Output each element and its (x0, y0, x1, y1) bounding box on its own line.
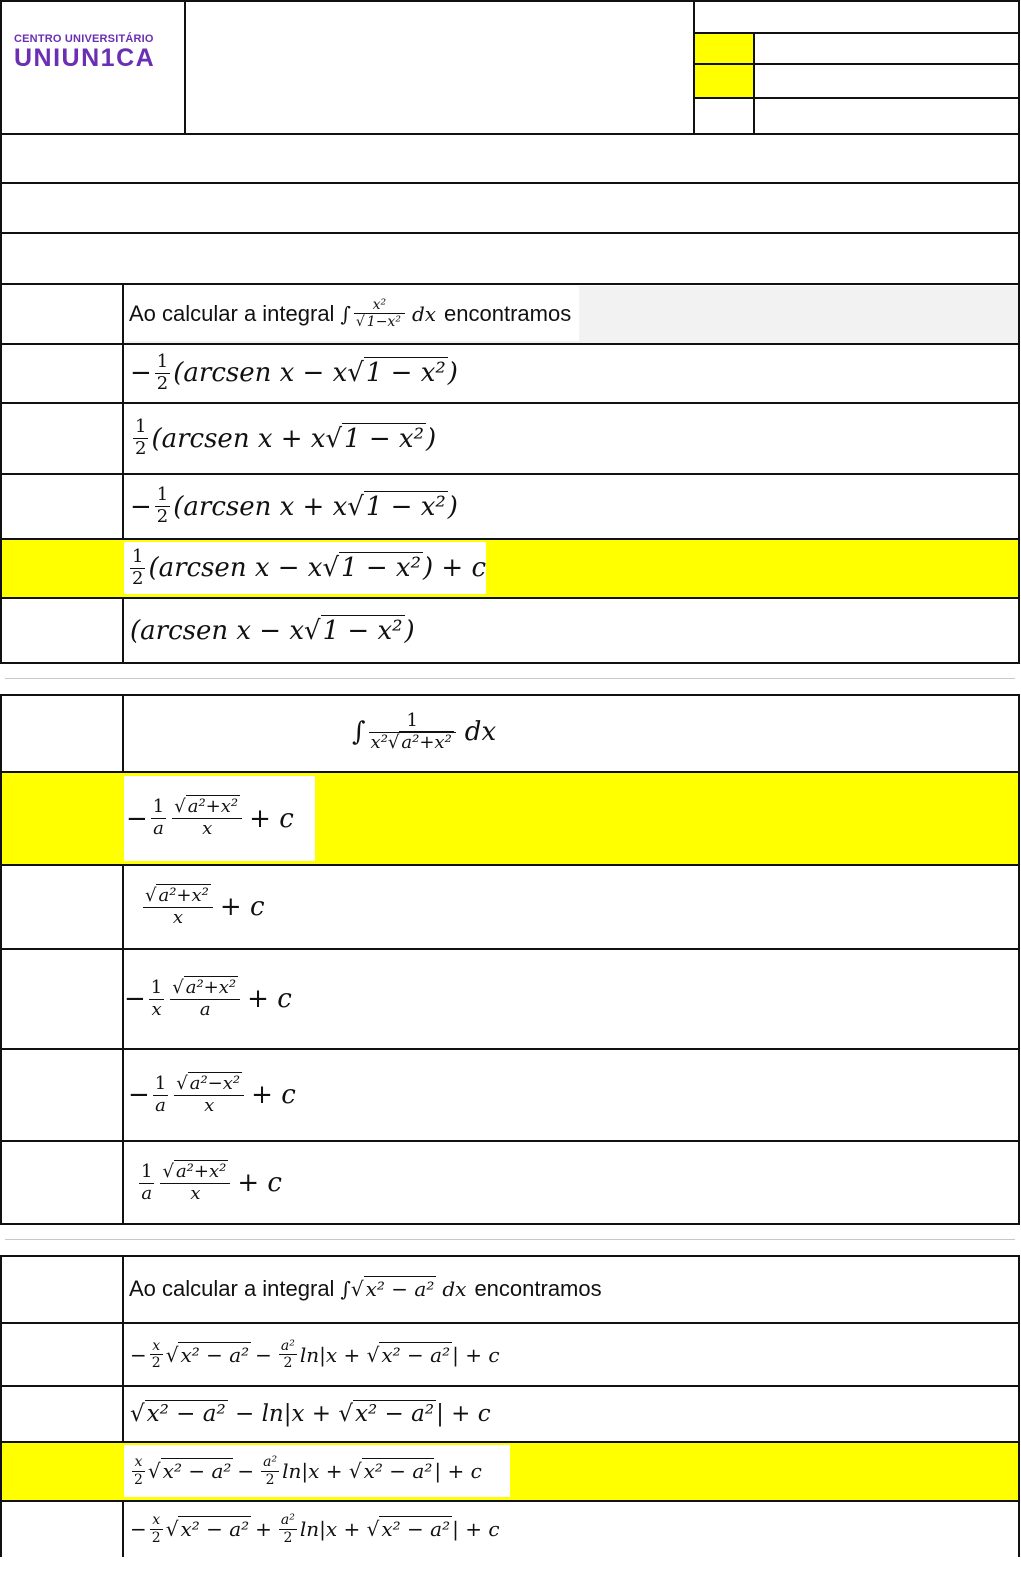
question-1-option-e[interactable]: (arcsen x − x√1 − x²) (130, 615, 415, 646)
question-3-option-b[interactable]: √x² − a² − ln|x + √x² − a²| + c (130, 1401, 491, 1427)
question-1-option-b[interactable]: $\frac{1}{2}$ (arcsen x + x√1 − x²) (135, 416, 437, 459)
university-logo (14, 33, 174, 71)
question-2-option-a[interactable]: − $\frac{1}{a}$ $\frac{\text{√ a²+x²}}{x}$ + c (124, 776, 315, 861)
info-marker-yellow-1 (695, 34, 753, 63)
header-table (0, 0, 1020, 285)
separator (5, 1239, 1015, 1240)
prompt-suffix: encontramos (474, 1276, 602, 1301)
question-1-option-a[interactable]: − $\frac{1}{2}$ (arcsen x − x√1 − x²) (130, 350, 458, 394)
question-1-option-d[interactable]: $\frac{1}{2}$ (arcsen x − x√1 − x²) + c (124, 542, 486, 594)
logo-wordmark: UNIUN1CA (14, 44, 156, 72)
info-marker-yellow-2 (695, 65, 753, 97)
question-1-table (0, 284, 1020, 664)
logo-subtitle: CENTRO UNIVERSITÁRIO (14, 33, 154, 45)
prompt-suffix: encontramos (444, 300, 572, 326)
integrand-fraction: $\frac{\text{x²}}{\text{√ 1−x²}}$ (354, 297, 405, 330)
question-2-option-b[interactable]: $\frac{\text{√ a²+x²}}{x}$ + c (145, 884, 265, 928)
question-2-option-d[interactable]: − $\frac{1}{a}$ $\frac{\text{√ a²−x²}}{x}$ + c (128, 1072, 296, 1116)
question-2-integral: ∫ $\frac{1}{\text{x²√ a²+x²}}$ dx (350, 700, 536, 764)
question-2-option-c[interactable]: − $\frac{1}{x}$ $\frac{\text{√ a²+x²}}{a}$ + c (124, 976, 292, 1020)
question-3-prompt: Ao calcular a integral ∫ √ x² − a² dx encontramos (124, 1259, 648, 1319)
question-3-option-c[interactable]: $\frac{x}{2}$ √ x² − a² − $\frac{\text{a²}}{2}$ ln|x + √ x² − a² | + c (124, 1445, 510, 1497)
question-2-option-e[interactable]: $\frac{1}{a}$ $\frac{\text{√ a²+x²}}{x}$ + c (141, 1160, 282, 1204)
question-2-table (0, 694, 1020, 1225)
prompt-prefix: Ao calcular a integral (129, 1276, 335, 1301)
question-3-option-d[interactable]: − $\frac{x}{2}$ √ x² − a² + $\frac{\text{a²}}{2}$ ln|x + √ x² − a² | + c (130, 1512, 500, 1546)
separator (5, 678, 1015, 679)
prompt-prefix: Ao calcular a integral (129, 300, 335, 326)
question-3-table (0, 1255, 1020, 1557)
question-3-option-a[interactable]: − $\frac{x}{2}$ √ x² − a² − $\frac{\text{a²}}{2}$ ln|x + √ x² − a² | + c (130, 1337, 500, 1371)
question-1-prompt: Ao calcular a integral ∫ $\frac{\text{x²}}{\text{√ 1−x²}}$ dx encontramos (124, 286, 579, 341)
question-1-option-c[interactable]: − $\frac{1}{2}$ (arcsen x + x√1 − x²) (130, 484, 458, 527)
